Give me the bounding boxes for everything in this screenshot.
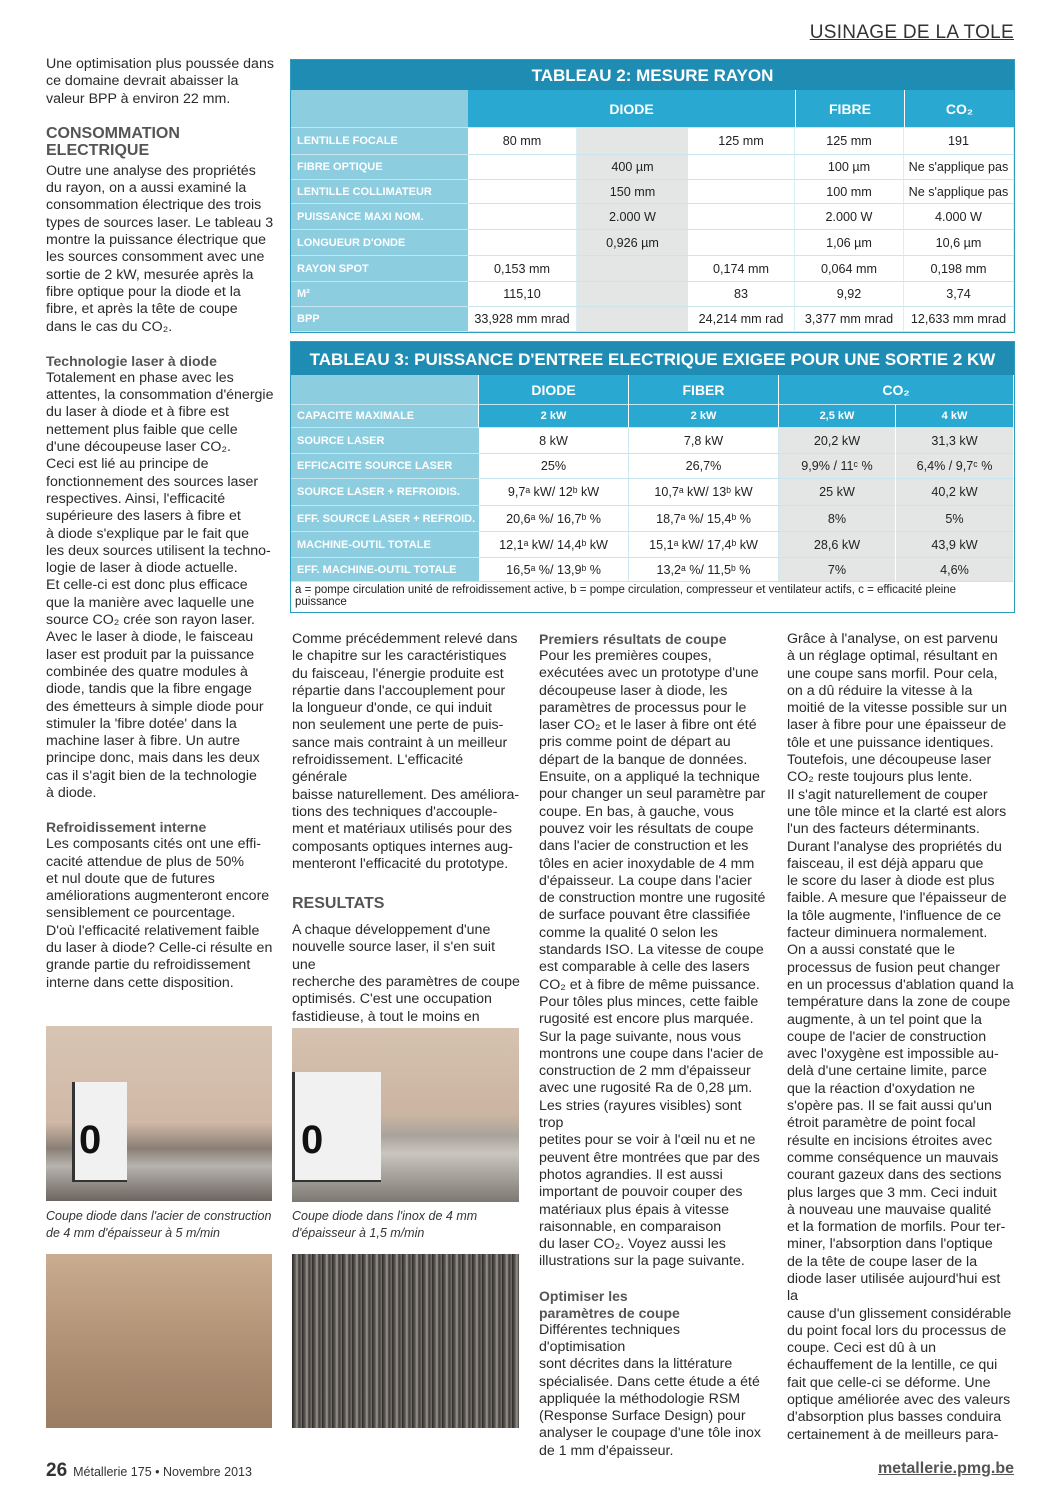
heading-consommation: CONSOMMATION ELECTRIQUE — [46, 124, 180, 159]
table-3 — [290, 341, 1015, 613]
paragraph-optimiser: Différentes techniques d'optimisation sont décrites dans la littérature spécialisée. Dans cette étude a été appliquée la méthodologie RSM (Response Surface Design) pour analyser le coupage d'une tôle inox de 1 mm d'épaisseur. — [539, 1321, 761, 1459]
photo-steel-cut — [46, 1026, 272, 1201]
intro-paragraph: Une optimisation plus poussée dans ce domaine devrait abaisser la valeur BPP à environ 22 mm. — [46, 56, 274, 107]
table-row: PUISSANCE MAXI NOM. 2.000 W 2.000 W 4.000 W — [291, 204, 1014, 230]
paragraph-premiers-resultats: Pour les premières coupes, exécutées avec un prototype d'une découpeuse laser à diode, les paramètres de processus pour le laser CO₂ et le laser à fibre ont été pris comme point de départ au départ de la banque de données. Ensuite, on a appliqué la technique pour changer un seul paramètre par coupe. En bas, à gauche, vous pouvez voir les résultats de coupe dans l'acier de construction et les tôles en acier inoxydable de 4 mm d'épaisseur. La coupe dans l'acier de construction montre une rugosité de surface pouvant être classifiée comme la qualité 0 selon les standards ISO. La vitesse de coupe est comparable à celle des lasers CO₂ et à fibre de même puissance. Pour tôles plus minces, cette faible rugosité est encore plus marquée. Sur la page suivante, nous vous montrons une coupe dans l'acier de construction de 2 mm d'épaisseur avec une rugosité Ra de 0,28 µm. Les stries (rayures visibles) sont trop petites pour se voir à l'œil nu et ne peuvent être montrées que par des photos agrandies. Il est aussi important de pouvoir couper des matériaux plus épais à vitesse raisonnable, en comparaison du laser CO₂. Voyez aussi les illustrations sur la page suivante. — [539, 648, 766, 1270]
table-3-title: TABLEAU 3: PUISSANCE D'ENTREE ELECTRIQUE EXIGEE POUR UNE SORTIE 2 KW — [291, 342, 1014, 375]
footer-website-link[interactable]: metallerie.pmg.be — [877, 1460, 1014, 1477]
heading-resultats: RESULTATS — [292, 895, 385, 913]
photo-inox-cut-closeup — [292, 1254, 519, 1428]
capacity-label: CAPACITE MAXIMALE — [291, 405, 479, 428]
paragraph-grace: Grâce à l'analyse, on est parvenu à un réglage optimal, résultant en une coupe sans morfil. Pour cela, on a dû réduire la vitesse à la moitié de la vitesse possible sur un laser à fibre pour une épaisseur de tôle et une puissance identiques. Toutefois, une découpeuse laser CO₂ reste toujours plus lente. Il s'agit naturellement de couper une tôle mince et la clarté est alors l'un des facteurs déterminants. Durant l'analyse des propriétés du faisceau, il est déjà apparu que le score du laser à diode est plus faible. A mesure que l'épaisseur de la tôle augmente, l'influence de ce facteur diminuera normalement. On a aussi constaté que le processus de fusion peut changer en un processus d'ablation quand la température dans la zone de coupe augmente, à un tel point que la coupe de l'acier de construction avec l'oxygène est impossible au- delà d'une certaine limite, parce que la réaction d'oxydation ne s'opère pas. Il se fait aussi qu'un étroit paramètre de point focal résulte en incisions étroites avec comme conséquence un mauvais courant gazeux dans des sections plus larges que 3 mm. Ceci induit à nouveau une mauvaise qualité et la formation de morfils. Pour ter- miner, l'absorption dans l'optique de la tête de coupe laser de la diode laser utilisée aujourd'hui est la cause d'un glissement considérable du point focal lors du processus de coupe. Ceci est dû à un échauffement de la lentille, ce qui fait que celle-ci se déforme. Une optique améliorée avec des valeurs d'absorption plus basses conduira certainement à de meilleurs para- — [787, 631, 1014, 1443]
paragraph-consommation: Outre une analyse des propriétés du rayon, on a aussi examiné la consommation électrique des trois types de sources laser. Le tableau 3 montre la puissance électrique que les sources consomment avec une sortie de 2 kW, mesurée après la fibre optique pour la diode et la fibre, et après la tête de coupe dans le cas du CO₂. — [46, 162, 274, 335]
photo-steel-cut-closeup — [46, 1254, 272, 1428]
header-fibre: FIBRE — [795, 90, 904, 128]
column-2 — [292, 631, 520, 1061]
ruler-image: 0 — [72, 1082, 127, 1182]
paragraph-refroidissement: Les composants cités ont une effi- cacité attendue de plus de 50% et nul doute que de futures améliorations augmenteront encore sensiblement ce pourcentage. D'où l'efficacité relativement faible du laser à diode? Celle-ci résulte en grande partie du refroidissement interne dans cette disposition. — [46, 836, 273, 991]
table-row: LENTILLE FOCALE 80 mm 125 mm 125 mm 191 — [291, 128, 1014, 155]
column-3 — [539, 631, 767, 1460]
header-co2: CO₂ — [904, 90, 1014, 128]
table-2-grid — [291, 90, 1014, 332]
paragraph-resultats: A chaque développement d'une nouvelle source laser, il s'en suit une recherche des paramètres de coupe optimisés. C'est une occupation fastidieuse, à tout le moins en — [292, 922, 520, 1025]
table-row: BPP 33,928 mm mrad 24,214 mm rad 3,377 mm mrad 12,633 mm mrad — [291, 307, 1014, 332]
caption-steel-cut: Coupe diode dans l'acier de construction de 4 mm d'épaisseur à 5 m/min — [46, 1209, 272, 1240]
table-row: LENTILLE COLLIMATEUR 150 mm 100 mm Ne s'applique pas — [291, 180, 1014, 204]
heading-optimiser: Optimiser les paramètres de coupe — [539, 1287, 680, 1321]
footer-left — [46, 1460, 252, 1482]
ruler-image: 0 — [292, 1072, 381, 1182]
heading-premiers-resultats: Premiers résultats de coupe — [539, 631, 727, 647]
column-1 — [46, 56, 274, 992]
table-row: MACHINE-OUTIL TOTALE 12,1ᵃ kW/ 14,4ᵇ kW 15,1ᵃ kW/ 17,4ᵇ kW 28,6 kW 43,9 kW — [291, 532, 1014, 558]
table-row: SOURCE LASER + REFROIDIS. 9,7ᵃ kW/ 12ᵇ kW 10,7ᵃ kW/ 13ᵇ kW 25 kW 40,2 kW — [291, 479, 1014, 506]
caption-inox-cut: Coupe diode dans l'inox de 4 mm d'épaisseur à 1,5 m/min — [292, 1209, 478, 1240]
table-row: M² 115,10 83 9,92 3,74 — [291, 282, 1014, 307]
page-number: 26 — [46, 1460, 68, 1481]
header-fiber: FIBER — [629, 375, 779, 405]
heading-refroidissement: Refroidissement interne — [46, 819, 207, 836]
photo-inox-cut — [292, 1028, 519, 1202]
table-row: SOURCE LASER 8 kW 7,8 kW 20,2 kW 31,3 kW — [291, 428, 1014, 454]
table-2-title: TABLEAU 2: MESURE RAYON — [291, 60, 1014, 90]
table-row: EFFICACITE SOURCE LASER 25% 26,7% 9,9% / 11ᶜ % 6,4% / 9,7ᶜ % — [291, 454, 1014, 479]
table-row: RAYON SPOT 0,153 mm 0,174 mm 0,064 mm 0,198 mm — [291, 256, 1014, 282]
table-row: EFF. SOURCE LASER + REFROID. 20,6ᵃ %/ 16,7ᵇ % 18,7ᵃ %/ 15,4ᵇ % 8% 5% — [291, 506, 1014, 532]
table-3-footnote: a = pompe circulation unité de refroidissement active, b = pompe circulation, compresseur et ventilateur actifs, c = efficacité pleine puissance — [295, 584, 957, 608]
table-3-grid: DIODE FIBER CO₂ CAPACITE MAXIMALE 2 kW 2 kW 2,5 kW 4 kW SOURCE LASER 8 kW 7,8 kW 20,2 kW 31,3 kW EFFICACITE SOURCE LASER 25% 26,7% 9,9% / 11ᶜ % 6,4% / 9,7ᶜ % SOURCE LASER + REFROIDIS. 9,7ᵃ kW/ 12ᵇ kW 10,7ᵃ kW/ 13ᵇ kW 25 kW 40,2 kW EFF. SOURCE LASER + REFROID. 20,6ᵃ %/ 16,7ᵇ % 18,7ᵃ %/ 15,4ᵇ % 8% 5% MACHINE-OUTIL TOTALE 12,1ᵃ kW/ 14,4ᵇ kW 15,1ᵃ kW/ 17,4ᵇ kW 28,6 kW 43,9 kW EFF. MACHINE-OUTIL TOTALE 16,5ᵃ %/ 13,9ᵇ % 13,2ᵃ %/ 11,5ᵇ % 7% 4,6% — [291, 375, 1014, 582]
table-row: EFF. MACHINE-OUTIL TOTALE 16,5ᵃ %/ 13,9ᵇ % 13,2ᵃ %/ 11,5ᵇ % 7% 4,6% — [291, 558, 1014, 582]
column-4 — [787, 631, 1015, 1444]
paragraph-comme: Comme précédemment relevé dans le chapitre sur les caractéristiques du faisceau, l'énergie produite est répartie dans l'accouplement pour la longueur d'onde, ce qui induit non seulement une perte de puis- sance mais contraint à un meilleur refroidissement. L'efficacité générale baisse naturellement. Des améliora- tions des techniques d'accouple- ment et matériaux utilisés pour des composants optiques internes aug- menteront l'efficacité du prototype. — [292, 631, 520, 872]
heading-technologie: Technologie laser à diode — [46, 352, 217, 369]
header-diode: DIODE — [479, 375, 629, 405]
issue-info: Métallerie 175 • Novembre 2013 — [73, 1465, 252, 1479]
header-diode: DIODE — [468, 90, 795, 128]
table-row: LONGUEUR D'ONDE 0,926 µm 1,06 µm 10,6 µm — [291, 230, 1014, 256]
table-2 — [290, 59, 1015, 333]
paragraph-technologie: Totalement en phase avec les attentes, la consommation d'énergie du laser à diode et à fibre est nettement plus faible que celle d'une découpeuse laser CO₂. Ceci est lié au principe de fonctionnement des sources laser respectives. Ainsi, l'efficacité supérieure des lasers à fibre et à diode s'explique par le fait que les deux sources utilisent la techno- logie de laser à diode actuelle. Et celle-ci est donc plus efficace que la manière avec laquelle une source CO₂ crée son rayon laser. Avec le laser à diode, le faisceau laser est produit par la puissance combinée des quatre modules à diode, tandis que la fibre engage des émetteurs à simple diode pour stimuler la 'fibre dotée' dans la machine laser à fibre. Un autre principe donc, mais dans les deux cas il s'agit bien de la technologie à diode. — [46, 369, 274, 801]
section-header: USINAGE DE LA TOLE — [809, 22, 1014, 43]
header-co2: CO₂ — [779, 375, 1014, 405]
table-row: FIBRE OPTIQUE 400 µm 100 µm Ne s'applique pas — [291, 155, 1014, 180]
